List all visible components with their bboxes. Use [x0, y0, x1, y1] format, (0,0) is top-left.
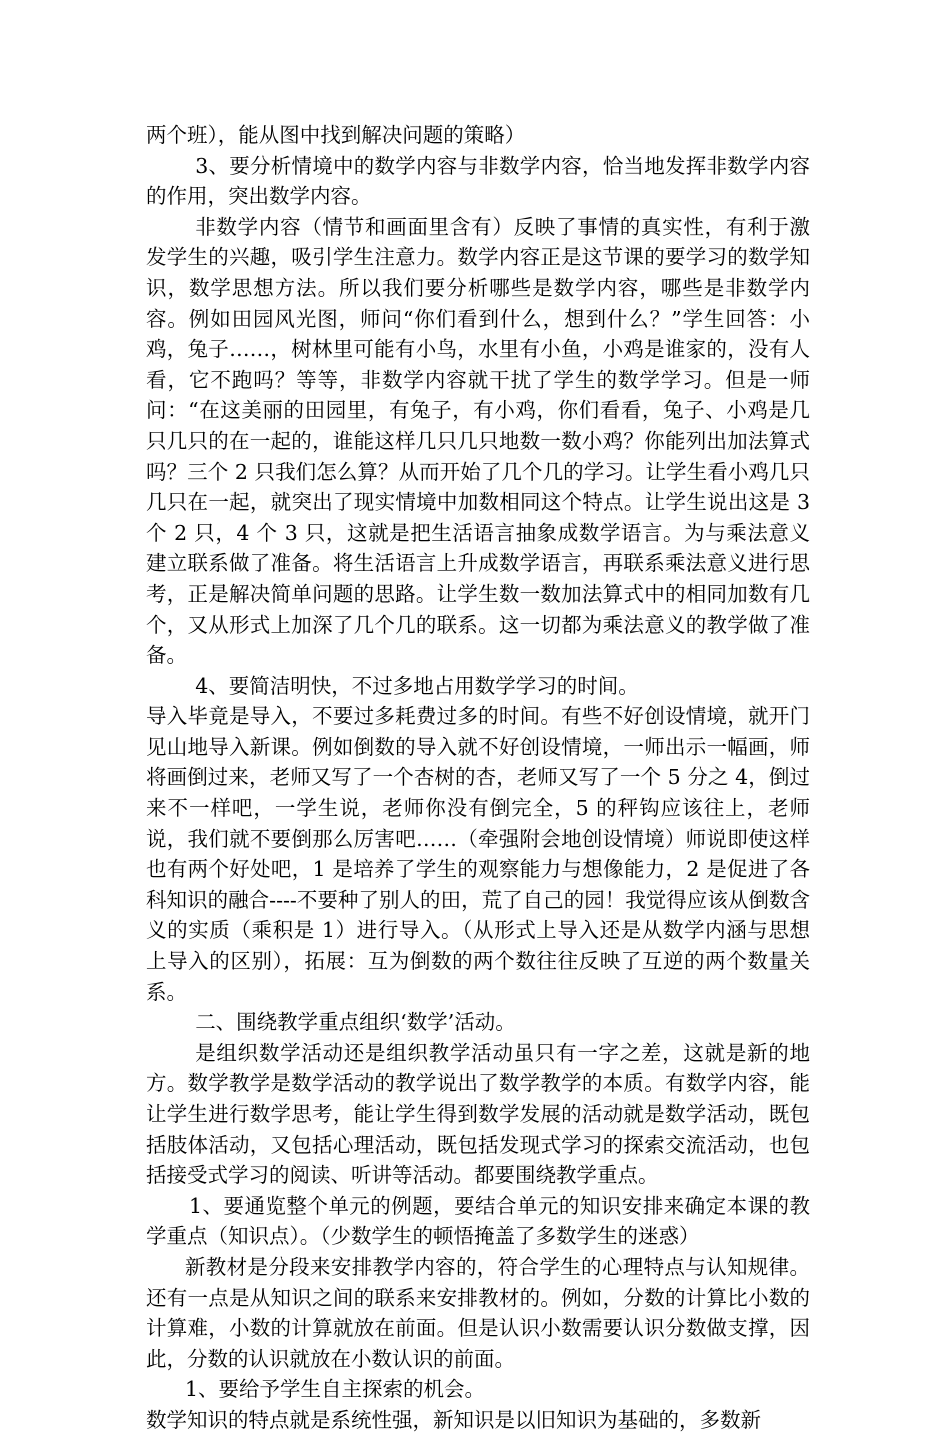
paragraph-5: 导入毕竟是导入，不要过多耗费过多的时间。有些不好创设情境，就开门见山地导入新课。例如倒数的导入就不好创设情境，一师出示一幅画，师将画倒过来，老师又写了一个杏树的杏，老师又写了一个 5 分之 4，倒过来不一样吧，一学生说，老师你没有倒完全，5 的秤钩应该往上，老师说，我们就不要倒那么厉害吧……（牵强附会地创设情境）师说即使这样也有两个好处吧，1 是培养了学生的观察能力与想像能力，2 是促进了各科知识的融合----不要种了别人的田，荒了自己的园！我觉得应该从倒数含义的实质（乘积是 1）进行导入。（从形式上导入还是从数学内涵与思想上导入的区别），拓展：互为倒数的两个数往往反映了互逆的两个数量关系。 — [146, 704, 810, 1004]
paragraph-11: 数学知识的特点就是系统性强，新知识是以旧知识为基础的，多数新 — [146, 1407, 761, 1432]
paragraph-heading-1a: 1、要通览整个单元的例题，要结合单元的知识安排来确定本课的教学重点（知识点）。（少数学生的顿悟掩盖了多数学生的迷惑） — [146, 1193, 810, 1249]
paragraph-7: 是组织数学活动还是组织教学活动虽只有一字之差，这就是新的地方。数学教学是数学活动的教学说出了数学教学的本质。有数学内容，能让学生进行数学思考，能让学生得到数学发展的活动就是数学活动，既包括肢体活动，又包括心理活动，既包括发现式学习的探索交流活动，也包括接受式学习的阅读、听讲等活动。都要围绕教学重点。 — [146, 1040, 810, 1188]
paragraph-heading-1b: 1、要给予学生自主探索的机会。 — [184, 1377, 485, 1402]
paragraph-1: 两个班），能从图中找到解决问题的策略） — [146, 123, 526, 147]
paragraph-heading-4: 4、要简洁明快，不过多地占用数学学习的时间。 — [195, 673, 639, 698]
paragraph-heading-3: 3、要分析情境中的数学内容与非数学内容，恰当地发挥非数学内容的作用，突出数学内容。 — [146, 153, 810, 209]
paragraph-3: 非数学内容（情节和画面里含有）反映了事情的真实性，有利于激发学生的兴趣，吸引学生注意力。数学内容正是这节课的要学习的数学知识，数学思想方法。所以我们要分析哪些是数学内容，哪些是非数学内容。例如田园风光图，师问“你们看到什么，想到什么？”学生回答：小鸡，兔子……，树林里可能有小鸟，水里有小鱼，小鸡是谁家的，没有人看，它不跑吗？等等，非数学内容就干扰了学生的数学学习。但是一师问：“在这美丽的田园里，有兔子，有小鸡，你们看看，兔子、小鸡是几只几只的在一起的，谁能这样几只几只地数一数小鸡？你能列出加法算式吗？三个 2 只我们怎么算？从而开始了几个几的学习。让学生看小鸡几只几只在一起，就突出了现实情境中加数相同这个特点。让学生说出这是 3 个 2 只，4 个 3 只，这就是把生活语言抽象成数学语言。为与乘法意义建立联系做了准备。将生活语言上升成数学语言，再联系乘法意义进行思考，正是解决简单问题的思路。让学生数一数加法算式中的相同加数有几个，又从形式上加深了几个几的联系。这一切都为乘法意义的教学做了准备。 — [146, 214, 810, 668]
section-heading-2: 二、围绕教学重点组织‘数学’活动。 — [195, 1010, 516, 1035]
document-body — [146, 120, 810, 1436]
paragraph-9: 新教材是分段来安排教学内容的，符合学生的心理特点与认知规律。还有一点是从知识之间的联系来安排教材的。例如，分数的计算比小数的计算难，小数的计算就放在前面。但是认识小数需要认识分数做支撑，因此，分数的认识就放在小数认识的前面。 — [146, 1254, 810, 1371]
